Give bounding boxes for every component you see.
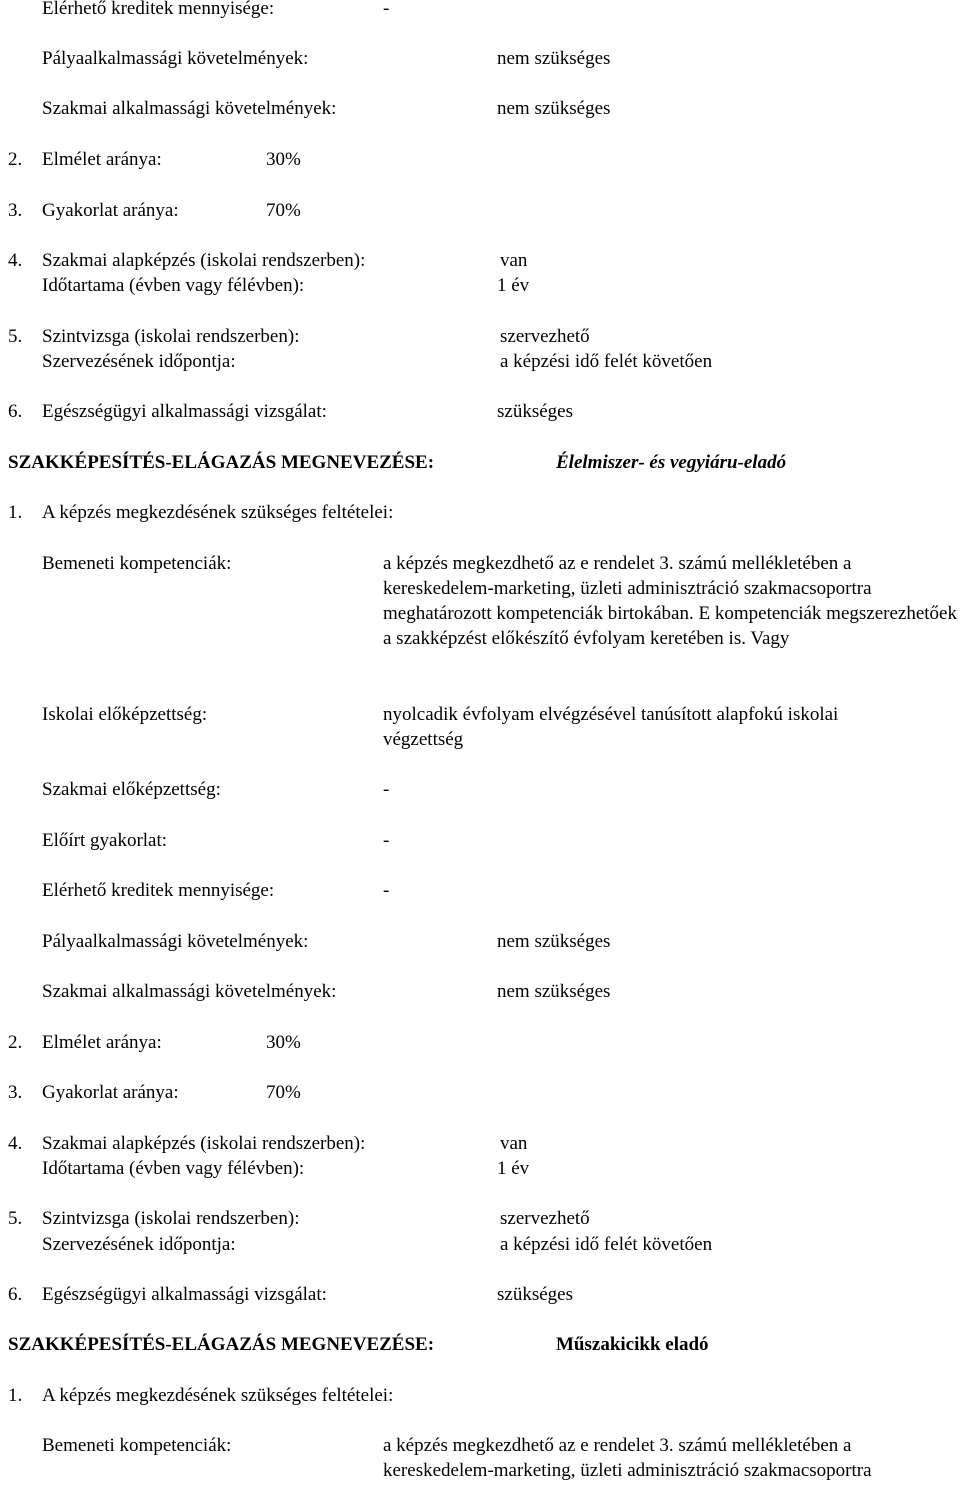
credits-label: Elérhető kreditek mennyisége: (42, 0, 275, 19)
theory-label: Elmélet aránya: (42, 1032, 162, 1053)
health-check-number: 6. (8, 401, 23, 422)
practice-req-value: - (383, 830, 390, 851)
theory-number: 2. (8, 1032, 23, 1053)
practice-number: 3. (8, 1082, 23, 1103)
credits-label: Elérhető kreditek mennyisége: (42, 880, 275, 901)
level-exam-label: Szintvizsga (iskolai rendszerben): (42, 326, 300, 347)
branch-heading: SZAKKÉPESÍTÉS-ELÁGAZÁS MEGNEVEZÉSE: (8, 1334, 435, 1355)
basic-training-number: 4. (8, 1133, 23, 1154)
input-competencies-label: Bemeneti kompetenciák: (42, 1435, 232, 1456)
level-exam-number: 5. (8, 326, 23, 347)
career-req-value: nem szükséges (497, 48, 611, 69)
practice-req-label: Előírt gyakorlat: (42, 830, 168, 851)
prof-req-label: Szakmai alkalmassági követelmények: (42, 981, 337, 1002)
theory-value: 30% (266, 1032, 301, 1053)
school-prerequisite-value: nyolcadik évfolyam elvégzésével tanúsított alapfokú iskolai végzettség (383, 704, 839, 750)
basic-training-value: van (500, 1133, 528, 1154)
duration-value: 1 év (497, 275, 530, 296)
theory-number: 2. (8, 149, 23, 170)
level-exam-label: Szintvizsga (iskolai rendszerben): (42, 1208, 300, 1229)
level-exam-value: szervezhető (500, 326, 590, 347)
practice-number: 3. (8, 200, 23, 221)
prof-req-value: nem szükséges (497, 98, 611, 119)
health-check-value: szükséges (497, 401, 573, 422)
basic-training-number: 4. (8, 250, 23, 271)
health-check-label: Egészségügyi alkalmassági vizsgálat: (42, 401, 327, 422)
prerequisites-label: A képzés megkezdésének szükséges feltételei: (42, 502, 394, 523)
exam-time-value: a képzési idő felét követően (500, 351, 713, 372)
input-competencies-line: a képzés megkezdhető az e rendelet 3. számú mellékletében a (383, 1435, 852, 1456)
health-check-value: szükséges (497, 1284, 573, 1305)
prof-req-value: nem szükséges (497, 981, 611, 1002)
practice-label: Gyakorlat aránya: (42, 200, 179, 221)
branch-name: Műszakicikk eladó (556, 1334, 709, 1355)
career-req-label: Pályaalkalmassági követelmények: (42, 931, 309, 952)
exam-time-value: a képzési idő felét követően (500, 1234, 713, 1255)
branch-heading: SZAKKÉPESÍTÉS-ELÁGAZÁS MEGNEVEZÉSE: (8, 452, 435, 473)
prerequisites-number: 1. (8, 502, 23, 523)
duration-label: Időtartama (évben vagy félévben): (42, 1158, 305, 1179)
basic-training-label: Szakmai alapképzés (iskolai rendszerben): (42, 1133, 366, 1154)
duration-value: 1 év (497, 1158, 530, 1179)
school-prerequisite-label: Iskolai előképzettség: (42, 704, 208, 725)
basic-training-label: Szakmai alapképzés (iskolai rendszerben): (42, 250, 366, 271)
practice-value: 70% (266, 1082, 301, 1103)
health-check-label: Egészségügyi alkalmassági vizsgálat: (42, 1284, 327, 1305)
duration-label: Időtartama (évben vagy félévben): (42, 275, 305, 296)
exam-time-label: Szervezésének időpontja: (42, 1234, 236, 1255)
exam-time-label: Szervezésének időpontja: (42, 351, 236, 372)
practice-value: 70% (266, 200, 301, 221)
prof-prior-value: - (383, 779, 390, 800)
credits-value: - (383, 880, 390, 901)
practice-label: Gyakorlat aránya: (42, 1082, 179, 1103)
prof-prior-label: Szakmai előképzettség: (42, 779, 221, 800)
career-req-value: nem szükséges (497, 931, 611, 952)
theory-value: 30% (266, 149, 301, 170)
level-exam-value: szervezhető (500, 1208, 590, 1229)
credits-value: - (383, 0, 390, 19)
health-check-number: 6. (8, 1284, 23, 1305)
input-competencies-line: kereskedelem-marketing, üzleti adminisztráció szakmacsoportra (383, 1460, 872, 1481)
level-exam-number: 5. (8, 1208, 23, 1229)
branch-name: Élelmiszer- és vegyiáru-eladó (556, 452, 787, 473)
prof-req-label: Szakmai alkalmassági követelmények: (42, 98, 337, 119)
prerequisites-number: 1. (8, 1385, 23, 1406)
career-req-label: Pályaalkalmassági követelmények: (42, 48, 309, 69)
input-competencies-label: Bemeneti kompetenciák: (42, 553, 232, 574)
basic-training-value: van (500, 250, 528, 271)
input-competencies-value: a képzés megkezdhető az e rendelet 3. számú mellékletében a kereskedelem-marketing, üzleti adminisztráció szakmacsoportra meghatározott kompetenciák birtokában. E kompetenciák megszerezhetőek a szakképzést előkészítő évfolyam keretében is. Vagy (383, 553, 957, 649)
theory-label: Elmélet aránya: (42, 149, 162, 170)
prerequisites-label: A képzés megkezdésének szükséges feltételei: (42, 1385, 394, 1406)
